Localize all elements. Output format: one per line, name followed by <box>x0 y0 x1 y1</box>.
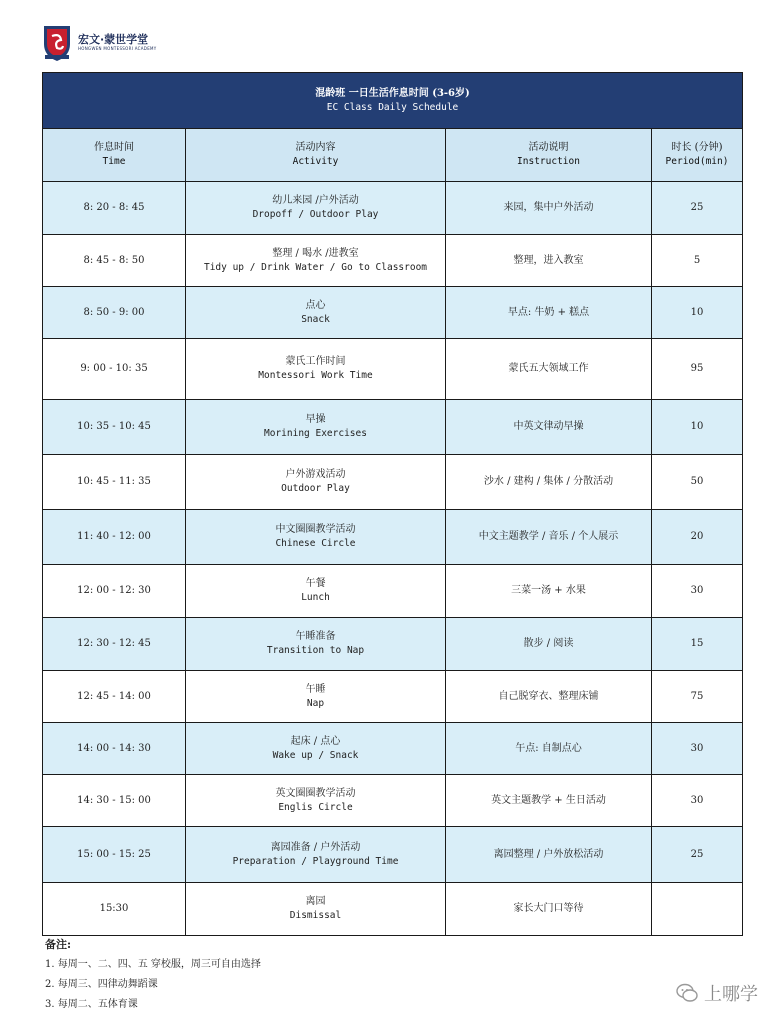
instruction-cell <box>446 287 652 339</box>
table-title-row <box>43 73 743 129</box>
column-header-period <box>652 129 743 182</box>
note-item: 1. 每周一、二、四、五 穿校服，周三可自由选择 <box>45 959 261 970</box>
period-cell <box>652 400 743 455</box>
activity-chinese: 离园 <box>305 896 326 907</box>
activity-cell <box>186 883 446 936</box>
brand-header <box>42 20 157 66</box>
table-row <box>43 235 743 287</box>
activity-cell <box>186 339 446 400</box>
header-en: Period(min) <box>665 156 729 167</box>
instruction-cell <box>446 182 652 235</box>
period-cell <box>652 671 743 723</box>
time-text: 8: 20 - 8: 45 <box>83 202 145 213</box>
instruction-text: 整理，进入教室 <box>513 254 584 266</box>
column-header-activity <box>186 129 446 182</box>
header-cn: 作息时间 <box>94 142 134 153</box>
time-cell <box>43 182 186 235</box>
period-cell <box>652 235 743 287</box>
header-en: Time <box>102 156 126 167</box>
time-cell <box>43 235 186 287</box>
activity-chinese: 整理 / 喝水 /进教室 <box>272 247 359 259</box>
time-cell <box>43 565 186 618</box>
instruction-text: 离园整理 / 户外放松活动 <box>493 848 604 860</box>
table-title-cell <box>43 73 743 129</box>
activity-english: Preparation / Playground Time <box>232 855 399 867</box>
instruction-cell <box>446 827 652 883</box>
activity-english: Dropoff / Outdoor Play <box>252 209 379 220</box>
instruction-cell <box>446 723 652 775</box>
activity-english: Montessori Work Time <box>258 370 373 381</box>
activity-cell <box>186 235 446 287</box>
table-row <box>43 455 743 510</box>
instruction-text: 中英文律动早操 <box>513 421 584 432</box>
activity-cell <box>186 182 446 235</box>
time-text: 12: 00 - 12: 30 <box>77 585 151 596</box>
table-title-chinese: 混龄班 一日生活作息时间 (3-6岁) <box>315 87 470 99</box>
note-item: 2. 每周三、四律动舞蹈课 <box>45 979 158 990</box>
activity-english: Tidy up / Drink Water / Go to Classroom <box>203 261 428 273</box>
time-cell <box>43 671 186 723</box>
period-cell <box>652 883 743 936</box>
table-row <box>43 618 743 671</box>
period-text: 50 <box>690 476 704 487</box>
time-text: 14: 00 - 14: 30 <box>77 742 151 754</box>
activity-chinese: 点心 <box>305 299 326 311</box>
activity-chinese: 离园准备 / 户外活动 <box>270 841 361 853</box>
time-cell <box>43 339 186 400</box>
instruction-cell <box>446 883 652 936</box>
activity-cell <box>186 287 446 339</box>
period-text: 95 <box>690 363 704 374</box>
table-row <box>43 723 743 775</box>
period-cell <box>652 723 743 775</box>
instruction-cell <box>446 235 652 287</box>
activity-cell <box>186 827 446 883</box>
time-cell <box>43 618 186 671</box>
table-header-row <box>43 129 743 182</box>
instruction-text: 中文主题教学 / 音乐 / 个人展示 <box>478 531 619 542</box>
period-text: 25 <box>690 202 704 213</box>
time-cell <box>43 775 186 827</box>
notes-section <box>45 935 261 1015</box>
instruction-text: 沙水 / 建构 / 集体 / 分散活动 <box>483 476 614 487</box>
activity-cell <box>186 510 446 565</box>
period-text: 10 <box>690 306 704 318</box>
instruction-text: 自己脱穿衣、整理床铺 <box>498 690 599 702</box>
daily-schedule-table <box>42 72 743 936</box>
time-cell <box>43 510 186 565</box>
header-cn: 活动内容 <box>295 142 336 153</box>
note-item: 3. 每周二、五体育课 <box>45 999 138 1010</box>
table-row <box>43 671 743 723</box>
time-text: 10: 45 - 11: 35 <box>77 476 151 487</box>
instruction-cell <box>446 339 652 400</box>
header-en: Activity <box>292 156 339 167</box>
activity-cell <box>186 400 446 455</box>
instruction-text: 英文主题教学 + 生日活动 <box>491 794 606 806</box>
header-cn: 活动说明 <box>528 142 569 153</box>
shield-logo-icon <box>42 24 72 62</box>
table-row <box>43 565 743 618</box>
activity-chinese: 午餐 <box>305 578 326 589</box>
activity-english: Outdoor Play <box>281 483 350 494</box>
time-text: 8: 50 - 9: 00 <box>83 306 145 318</box>
activity-chinese: 午睡 <box>305 683 326 695</box>
time-text: 12: 30 - 12: 45 <box>77 638 151 649</box>
activity-chinese: 中文圈圈教学活动 <box>275 524 356 535</box>
activity-chinese: 蒙氏工作时间 <box>285 356 346 367</box>
instruction-cell <box>446 618 652 671</box>
activity-cell <box>186 618 446 671</box>
table-row <box>43 883 743 936</box>
instruction-cell <box>446 775 652 827</box>
period-text: 20 <box>690 531 704 542</box>
activity-cell <box>186 775 446 827</box>
instruction-cell <box>446 671 652 723</box>
activity-english: Dismissal <box>289 910 342 921</box>
column-header-instruction <box>446 129 652 182</box>
period-cell <box>652 182 743 235</box>
table-row <box>43 400 743 455</box>
time-text: 8: 45 - 8: 50 <box>83 254 145 266</box>
period-text: 5 <box>693 254 701 266</box>
table-row <box>43 182 743 235</box>
time-text: 10: 35 - 10: 45 <box>77 421 151 432</box>
activity-english: Snack <box>301 313 330 325</box>
period-cell <box>652 775 743 827</box>
time-cell <box>43 827 186 883</box>
time-text: 11: 40 - 12: 00 <box>77 531 151 542</box>
activity-english: Englis Circle <box>278 801 353 813</box>
period-cell <box>652 287 743 339</box>
instruction-cell <box>446 400 652 455</box>
period-cell <box>652 455 743 510</box>
activity-chinese: 户外游戏活动 <box>285 469 346 480</box>
activity-chinese: 起床 / 点心 <box>290 735 341 747</box>
activity-english: Chinese Circle <box>275 538 356 549</box>
period-text: 15 <box>690 638 704 649</box>
table-title-english: EC Class Daily Schedule <box>326 101 459 113</box>
watermark-text: 上哪学 <box>704 984 758 1005</box>
time-cell <box>43 883 186 936</box>
activity-english: Nap <box>306 697 325 709</box>
time-cell <box>43 455 186 510</box>
notes-title: 备注: <box>45 938 72 951</box>
period-text: 75 <box>690 690 704 702</box>
activity-english: Lunch <box>301 592 330 603</box>
period-text: 10 <box>690 421 704 432</box>
instruction-text: 来园，集中户外活动 <box>503 202 594 213</box>
table-row <box>43 339 743 400</box>
time-text: 15: 00 - 15: 25 <box>77 848 151 860</box>
activity-chinese: 午睡准备 <box>295 631 336 642</box>
time-cell <box>43 400 186 455</box>
activity-english: Transition to Nap <box>266 645 365 656</box>
time-text: 15:30 <box>99 903 129 914</box>
period-cell <box>652 565 743 618</box>
activity-cell <box>186 723 446 775</box>
period-text: 30 <box>690 742 704 754</box>
time-text: 12: 45 - 14: 00 <box>77 690 151 702</box>
time-text: 14: 30 - 15: 00 <box>77 794 151 806</box>
watermark <box>676 980 758 1006</box>
instruction-text: 家长大门口等待 <box>513 903 584 914</box>
header-en: Instruction <box>517 156 580 167</box>
table-row <box>43 287 743 339</box>
instruction-cell <box>446 455 652 510</box>
table-row <box>43 827 743 883</box>
schedule-rows <box>43 182 743 936</box>
activity-chinese: 英文圈圈教学活动 <box>275 787 356 799</box>
activity-english: Wake up / Snack <box>272 749 359 761</box>
column-header-time <box>43 129 186 182</box>
instruction-cell <box>446 565 652 618</box>
instruction-text: 散步 / 阅读 <box>523 638 574 649</box>
activity-cell <box>186 565 446 618</box>
activity-cell <box>186 671 446 723</box>
activity-cell <box>186 455 446 510</box>
time-text: 9: 00 - 10: 35 <box>80 363 148 374</box>
time-cell <box>43 723 186 775</box>
brand-english-name: HONGWEN MONTESSORI ACADEMY <box>78 46 157 51</box>
instruction-text: 三菜一汤 + 水果 <box>511 585 586 596</box>
activity-chinese: 早操 <box>305 414 326 425</box>
time-cell <box>43 287 186 339</box>
period-text: 25 <box>690 848 704 860</box>
instruction-cell <box>446 510 652 565</box>
activity-chinese: 幼儿来园 /户外活动 <box>272 195 359 206</box>
header-cn: 时长 (分钟) <box>671 142 723 153</box>
instruction-text: 蒙氏五大领域工作 <box>508 363 589 374</box>
instruction-text: 早点: 牛奶 + 糕点 <box>507 306 590 318</box>
period-cell <box>652 618 743 671</box>
period-cell <box>652 339 743 400</box>
wechat-icon <box>676 982 698 1004</box>
instruction-text: 午点: 自制点心 <box>515 742 582 754</box>
period-cell <box>652 510 743 565</box>
table-row <box>43 775 743 827</box>
table-row <box>43 510 743 565</box>
period-cell <box>652 827 743 883</box>
period-text: 30 <box>690 585 704 596</box>
brand-chinese-name: 宏文·蒙世学堂 <box>78 33 149 46</box>
activity-english: Morining Exercises <box>264 428 367 439</box>
period-text: 30 <box>690 794 704 806</box>
